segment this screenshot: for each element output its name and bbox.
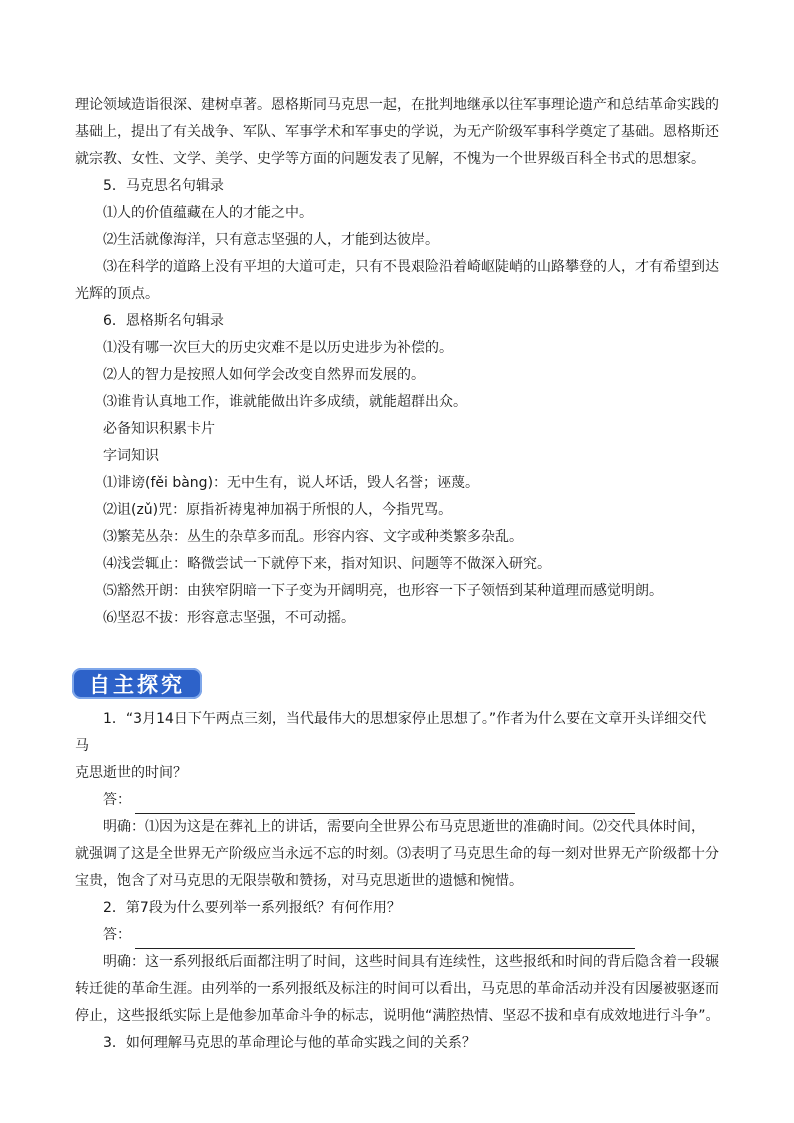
- text-line: 理论领域造诣很深、建树卓著。恩格斯同马克思一起，在批判地继承以往军事理论遗产和总结革命实践的: [75, 97, 719, 113]
- questions-section: [75, 706, 720, 1057]
- explanation-text: 停止，这些报纸实际上是他参加革命斗争的标志，说明他“满腔热情、坚忍不拔和卓有成效地进行斗争”。: [75, 1008, 720, 1024]
- question-1: [75, 706, 720, 895]
- engels-quotes-heading: 6．恩格斯名句辑录: [103, 313, 224, 329]
- vocab-item: ⑶繁芜丛杂：丛生的杂草多而乱。形容内容、文字或种类繁多杂乱。: [103, 529, 523, 545]
- quote-item: ⑶在科学的道路上没有平坦的大道可走，只有不畏艰险沿着崎岖陡峭的山路攀登的人，才有希望到达: [103, 259, 719, 275]
- answer-blank-line[interactable]: [135, 793, 635, 814]
- quote-item: ⑵生活就像海洋，只有意志坚强的人，才能到达彼岸。: [103, 232, 439, 248]
- answer-label: 答：: [103, 792, 131, 808]
- quote-item: ⑴没有哪一次巨大的历史灾难不是以历史进步为补偿的。: [103, 340, 453, 356]
- question-text: 3．如何理解马克思的革命理论与他的革命实践之间的关系？: [103, 1035, 476, 1051]
- knowledge-card: [75, 416, 720, 632]
- answer-row: [103, 787, 720, 814]
- knowledge-card-subtitle: 字词知识: [103, 448, 159, 464]
- answer-blank-line[interactable]: [135, 928, 635, 949]
- vocab-item: ⑸豁然开朗：由狭窄阴暗一下子变为开阔明亮，也形容一下子领悟到某种道理而感觉明朗。: [103, 583, 663, 599]
- vocab-item: ⑴诽谤(fěi bàng)：无中生有，说人坏话，毁人名誉；诬蔑。: [103, 475, 480, 491]
- explanation-text: 明确：⑴因为这是在葬礼上的讲话，需要向全世界公布马克思逝世的准确时间。⑵交代具体时间，: [103, 819, 705, 835]
- quote-item: ⑴人的价值蕴藏在人的才能之中。: [103, 205, 313, 221]
- vocab-item: ⑵诅(zǔ)咒：原指祈祷鬼神加祸于所恨的人，今指咒骂。: [103, 502, 453, 518]
- vocab-item: ⑷浅尝辄止：略微尝试一下就停下来，指对知识、问题等不做深入研究。: [103, 556, 551, 572]
- text-line: 基础上，提出了有关战争、军队、军事学术和军事史的学说，为无产阶级军事科学奠定了基础。恩格斯还: [75, 124, 719, 140]
- answer-row: [103, 922, 720, 949]
- text-line: 就宗教、女性、文学、美学、史学等方面的问题发表了见解，不愧为一个世界级百科全书式的思想家。: [75, 151, 705, 167]
- knowledge-card-title: 必备知识积累卡片: [103, 421, 215, 437]
- section-title-badge: 自主探究: [72, 668, 202, 699]
- quote-item: ⑵人的智力是按照人如何学会改变自然界而发展的。: [103, 367, 425, 383]
- question-2: [75, 895, 720, 1030]
- vocab-item: ⑹坚忍不拔：形容意志坚强，不可动摇。: [103, 610, 355, 626]
- question-text: 2．第7段为什么要列举一系列报纸？有何作用？: [103, 900, 401, 916]
- explanation-text: 转迁徙的革命生涯。由列举的一系列报纸及标注的时间可以看出，马克思的革命活动并没有因屡被驱逐而: [75, 981, 719, 997]
- quote-item-continued: 光辉的顶点。: [75, 286, 159, 302]
- marx-quotes-heading: 5．马克思名句辑录: [103, 178, 224, 194]
- engels-quotes-section: [75, 308, 720, 416]
- question-text: 1．“3月14日下午两点三刻，当代最伟大的思想家停止思想了。”作者为什么要在文章开头详细交代马: [75, 711, 707, 754]
- marx-quotes-section: [75, 173, 720, 308]
- intro-paragraph: [75, 92, 720, 173]
- question-3: [75, 1030, 720, 1057]
- question-text-continued: 克思逝世的时间？: [75, 765, 187, 781]
- quote-item: ⑶谁肯认真地工作，谁就能做出许多成绩，就能超群出众。: [103, 394, 467, 410]
- answer-label: 答：: [103, 927, 131, 943]
- explanation-text: 宝贵，饱含了对马克思的无限崇敬和赞扬，对马克思逝世的遗憾和惋惜。: [75, 873, 523, 889]
- explanation-text: 明确：这一系列报纸后面都注明了时间，这些时间具有连续性，这些报纸和时间的背后隐含着一段辗: [103, 954, 719, 970]
- explanation-text: 就强调了这是全世界无产阶级应当永远不忘的时刻。⑶表明了马克思生命的每一刻对世界无产阶级都十分: [75, 846, 719, 862]
